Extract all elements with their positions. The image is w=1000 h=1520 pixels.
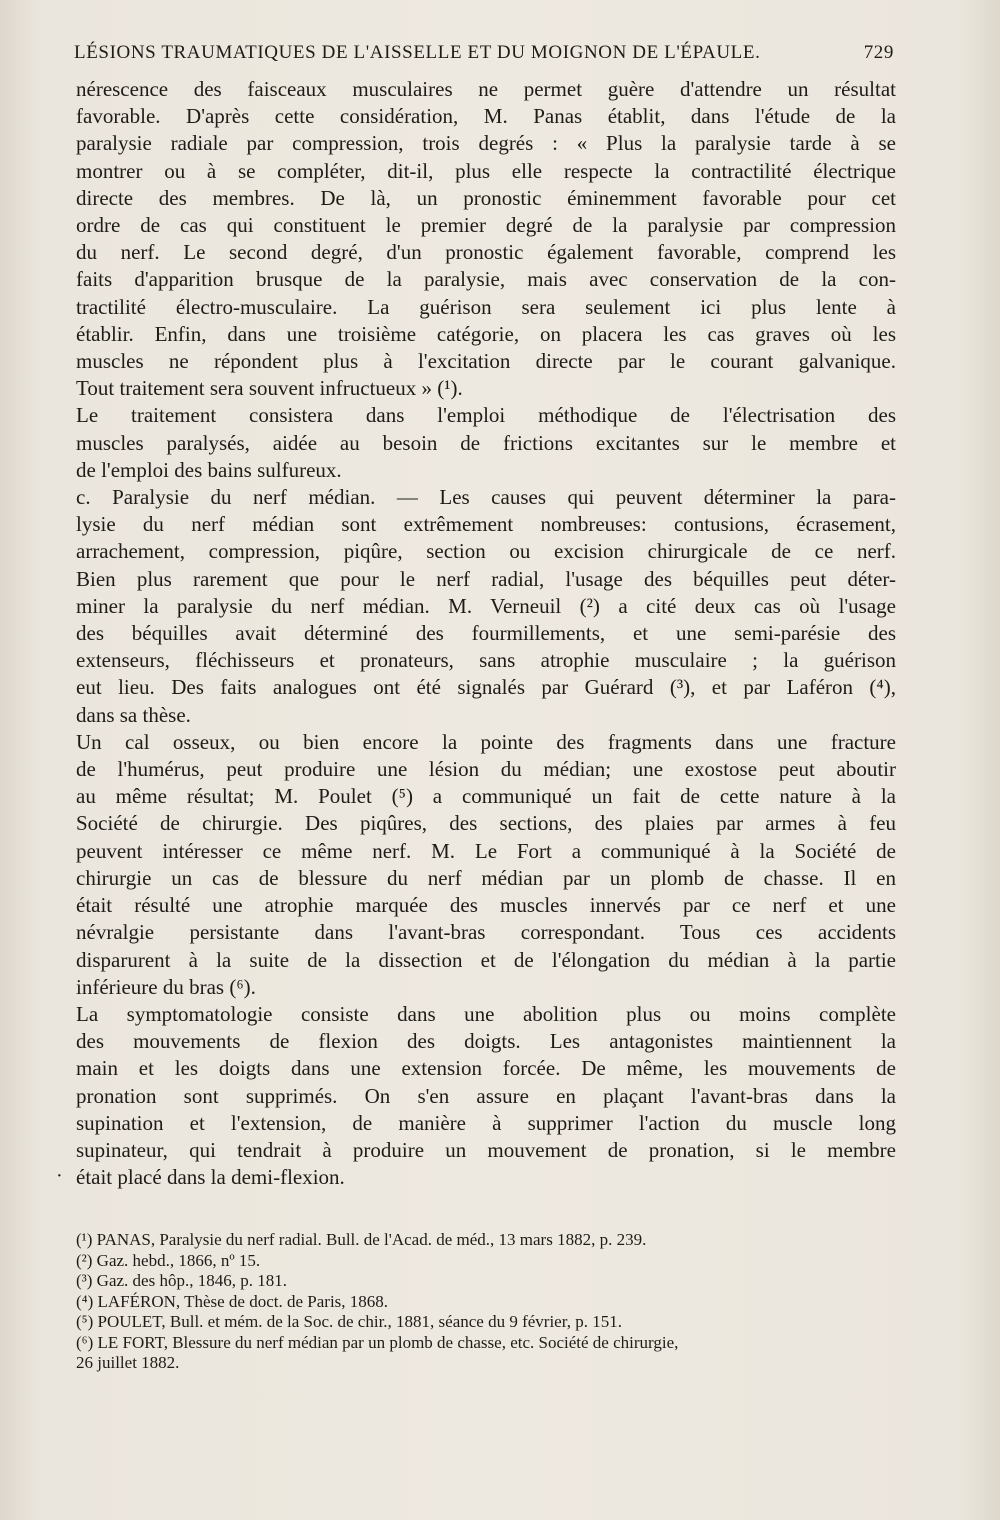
text-line: main et les doigts dans une extension forcée. De même, les mouvements de — [76, 1056, 896, 1081]
paragraph-4 — [76, 729, 896, 1001]
text-line: supinateur, qui tendrait à produire un mouvement de pronation, si le membre — [76, 1137, 896, 1162]
paragraph-3 — [76, 484, 896, 729]
footnote: (²) Gaz. hebd., 1866, nº 15. — [76, 1250, 261, 1270]
text-line: Tout traitement sera souvent infructueux » (¹). — [76, 376, 463, 401]
text-line: c. Paralysie du nerf médian. — Les causes qui peuvent déterminer la para- — [76, 485, 896, 510]
text-line: dans sa thèse. — [76, 702, 191, 727]
text-line: disparurent à la suite de la dissection et de l'élongation du médian à la partie — [76, 947, 896, 972]
footnote: (¹) PANAS, Paralysie du nerf radial. Bull. de l'Acad. de méd., 13 mars 1882, p. 239. — [76, 1230, 647, 1249]
text-line: favorable. D'après cette considération, M. Panas établit, dans l'étude de la — [76, 104, 896, 129]
text-line: des béquilles avait déterminé des fourmillements, et une semi-parésie des — [76, 621, 896, 646]
text-line: nérescence des faisceaux musculaires ne permet guère d'attendre un résultat — [76, 77, 896, 101]
text-line: ordre de cas qui constituent le premier degré de la paralysie par compression — [76, 213, 896, 238]
text-line: de l'humérus, peut produire une lésion du médian; une exostose peut aboutir — [76, 757, 896, 782]
text-line: eut lieu. Des faits analogues ont été signalés par Guérard (³), et par Laféron (⁴), — [76, 675, 896, 700]
text-line: des mouvements de flexion des doigts. Les antagonistes maintiennent la — [76, 1029, 896, 1054]
paragraph-5 — [76, 1001, 896, 1191]
footnote: (⁵) POULET, Bull. et mém. de la Soc. de chir., 1881, séance du 9 février, p. 151. — [76, 1312, 622, 1331]
running-header — [74, 42, 894, 64]
footnote-continuation: 26 juillet 1882. — [76, 1353, 180, 1372]
text-line: La symptomatologie consiste dans une abolition plus ou moins complète — [76, 1001, 896, 1026]
footnote: (⁶) LE FORT, Blessure du nerf médian par un plomb de chasse, etc. Société de chirurgie, — [76, 1332, 679, 1352]
text-line: établir. Enfin, dans une troisième catégorie, on placera les cas graves où les — [76, 321, 896, 346]
text-line: névralgie persistante dans l'avant-bras correspondant. Tous ces accidents — [76, 920, 896, 945]
footnote: (³) Gaz. des hôp., 1846, p. 181. — [76, 1271, 287, 1290]
body-text — [76, 76, 896, 1191]
text-line: chirurgie un cas de blessure du nerf médian par un plomb de chasse. Il en — [76, 865, 896, 890]
text-line: du nerf. Le second degré, d'un pronostic également favorable, comprend les — [76, 240, 896, 265]
text-line: extenseurs, fléchisseurs et pronateurs, sans atrophie musculaire ; la guérison — [76, 648, 896, 673]
text-line: Société de chirurgie. Des piqûres, des sections, des plaies par armes à feu — [76, 811, 896, 836]
text-line: au même résultat; M. Poulet (⁵) a communiqué un fait de cette nature à la — [76, 784, 896, 809]
text-line: était placé dans la demi-flexion. — [76, 1165, 345, 1190]
text-line: tractilité électro-musculaire. La guérison sera seulement ici plus lente à — [76, 294, 896, 319]
text-line: directe des membres. De là, un pronostic éminemment favorable pour cet — [76, 185, 896, 210]
text-line: muscles paralysés, aidée au besoin de frictions excitantes sur le membre et — [76, 430, 896, 455]
text-line: Un cal osseux, ou bien encore la pointe des fragments dans une fracture — [76, 729, 896, 754]
text-line: était résulté une atrophie marquée des muscles innervés par ce nerf et une — [76, 893, 896, 918]
text-line: arrachement, compression, piqûre, section ou excision chirurgicale de ce nerf. — [76, 539, 896, 564]
text-line: paralysie radiale par compression, trois degrés : « Plus la paralysie tarde à se — [76, 131, 896, 156]
paragraph-1 — [76, 76, 896, 402]
text-line: lysie du nerf médian sont extrêmement nombreuses: contusions, écrasement, — [76, 512, 896, 537]
text-line: peuvent intéresser ce même nerf. M. Le Fort a communiqué à la Société de — [76, 838, 896, 863]
text-line: miner la paralysie du nerf médian. M. Verneuil (²) a cité deux cas où l'usage — [76, 593, 896, 618]
text-line: supination et l'extension, de manière à supprimer l'action du muscle long — [76, 1110, 896, 1135]
text-line: inférieure du bras (⁶). — [76, 974, 256, 999]
footnote: (⁴) LAFÉRON, Thèse de doct. de Paris, 1868. — [76, 1291, 389, 1311]
page-number: 729 — [863, 42, 894, 63]
text-line: montrer ou à se compléter, dit-il, plus elle respecte la contractilité électrique — [76, 158, 896, 183]
text-line: Le traitement consistera dans l'emploi méthodique de l'électrisation des — [76, 403, 896, 428]
footnotes — [76, 1230, 896, 1374]
margin-mark: · — [56, 1165, 63, 1187]
text-line: pronation sont supprimés. On s'en assure en plaçant l'avant-bras dans la — [76, 1083, 896, 1108]
paragraph-2 — [76, 402, 896, 484]
text-line: faits d'apparition brusque de la paralysie, mais avec conservation de la con- — [76, 267, 896, 292]
running-title: LÉSIONS TRAUMATIQUES DE L'AISSELLE ET DU MOIGNON DE L'ÉPAULE. — [74, 42, 761, 63]
text-line: de l'emploi des bains sulfureux. — [76, 457, 342, 482]
text-line: muscles ne répondent plus à l'excitation directe par le courant galvanique. — [76, 349, 896, 374]
text-line: Bien plus rarement que pour le nerf radial, l'usage des béquilles peut déter- — [76, 566, 896, 591]
